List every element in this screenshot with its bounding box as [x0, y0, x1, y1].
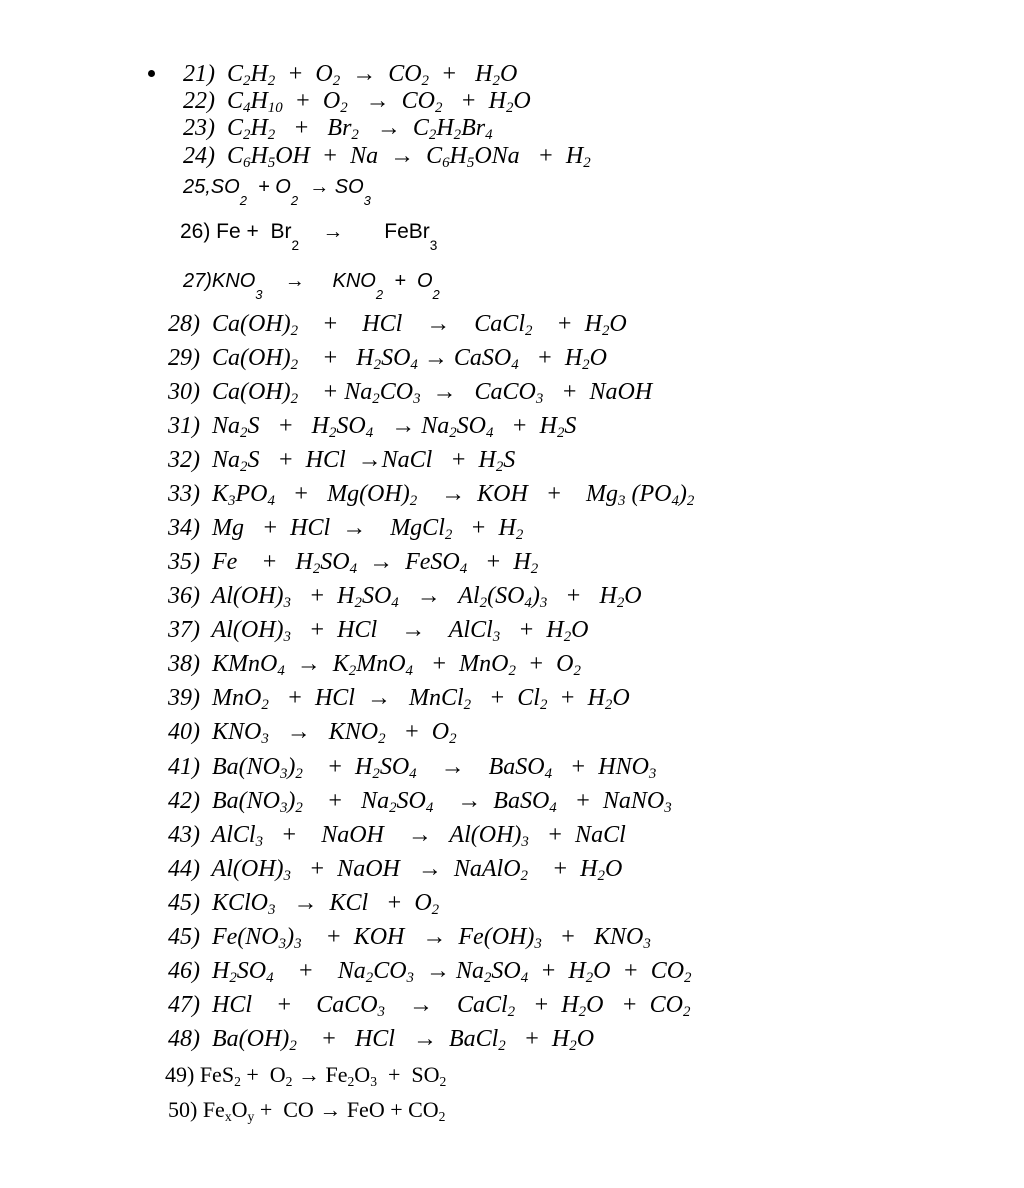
equation-line: 49) $FeS_2 + O_2 \to Fe_2O_3 + SO_2$	[165, 1062, 447, 1089]
equation-line: 50) $Fe_xO_y$ + CO → FeO + $CO_2$	[168, 1097, 446, 1124]
equation-line: 35) Fe + $H_2SO_4$ → FeSO$_4$ + $H_2$	[168, 549, 539, 578]
equation-line: 34) Mg + HCl → MgCl$_2$ + $H_2$	[168, 515, 524, 544]
equation-line: 21) $C_2H_2 + O_2 \to CO_2 + H_2O$	[183, 61, 518, 90]
equation-line: 30) $Ca(OH)_2$ + $Na_2CO_3$ → CaCO$_3$ + NaOH	[168, 379, 653, 408]
equation-line: $27)KNO_3$ → $KNO_2 + O_2$	[183, 270, 440, 302]
equation-line: 46) $H_2SO_4$ + $Na_2CO_3 \to Na_2SO_4 + H_2O + CO_2$	[168, 958, 692, 987]
equation-line: 23) $C_2H_2 + Br_2 \to C_2H_2Br_4$	[183, 115, 493, 144]
bullet-icon	[148, 70, 155, 77]
equation-line: 33) $K_3PO_4 + Mg(OH)_2$ → KOH + $Mg_3$ $(PO_4)_2$	[168, 481, 695, 510]
equation-line: 41) $Ba(NO_3)_2$ + $H_2SO_4$ → BaSO$_4$ + $HNO_3$	[168, 754, 657, 783]
equation-line: 31) $Na_2S + H_2SO_4 \to Na_2SO_4 + H_2S$	[168, 413, 577, 442]
equation-line: 45) $Fe(NO_3)_3$ + KOH → $Fe(OH)_3 + KNO_3$	[168, 924, 651, 953]
equation-line: 24) $C_6H_5OH + Na \to C_6H_5ONa + H_2$	[183, 143, 591, 172]
equation-line: 47) HCl + CaCO$_3$ → CaCl$_2$ + $H_2O + CO_2$	[168, 992, 691, 1021]
equation-line: 28) $Ca(OH)_2$ + HCl → CaCl$_2$ + $H_2O$	[168, 311, 627, 340]
equation-line: 39) MnO$_2$ + HCl → MnCl$_2$ + $Cl_2 + H_2O$	[168, 685, 630, 714]
equation-line: 26) $Fe + Br_2$ → FeBr$_3$	[180, 220, 438, 254]
equation-line: 32) $Na_2S$ + HCl →NaCl + $H_2S$	[168, 447, 516, 476]
equation-line: 43) AlCl$_3$ + NaOH → $Al(OH)_3$ + NaCl	[168, 822, 626, 851]
equation-line: 29) $Ca(OH)_2$ + $H_2SO_4$ → CaSO$_4$ + $H_2O$	[168, 345, 607, 374]
equation-line: 48) $Ba(OH)_2$ + HCl → BaCl$_2$ + $H_2O$	[168, 1026, 595, 1055]
equation-line: 38) KMnO$_4$ → $K_2MnO_4 + MnO_2 + O_2$	[168, 651, 581, 680]
equation-line: $25,SO_2 + O_2 \to SO_3$	[183, 176, 371, 208]
equation-line: 37) $Al(OH)_3$ + HCl → AlCl$_3$ + $H_2O$	[168, 617, 589, 646]
equation-line: 45) KClO$_3$ → KCl + $O_2$	[168, 890, 440, 919]
equation-line: 40) $KNO_3 \to KNO_2 + O_2$	[168, 719, 457, 748]
equation-line: 42) $Ba(NO_3)_2$ + $Na_2SO_4$ → BaSO$_4$ + NaNO$_3$	[168, 788, 672, 817]
equation-line: 22) $C_4H_{10} + O_2 \to CO_2 + H_2O$	[183, 88, 531, 117]
equation-line: 44) $Al(OH)_3$ + NaOH → NaAlO$_2$ + $H_2O$	[168, 856, 623, 885]
equation-line: 36) $Al(OH)_3 + H_2SO_4 \to Al_2(SO_4)_3 + H_2O$	[168, 583, 642, 612]
